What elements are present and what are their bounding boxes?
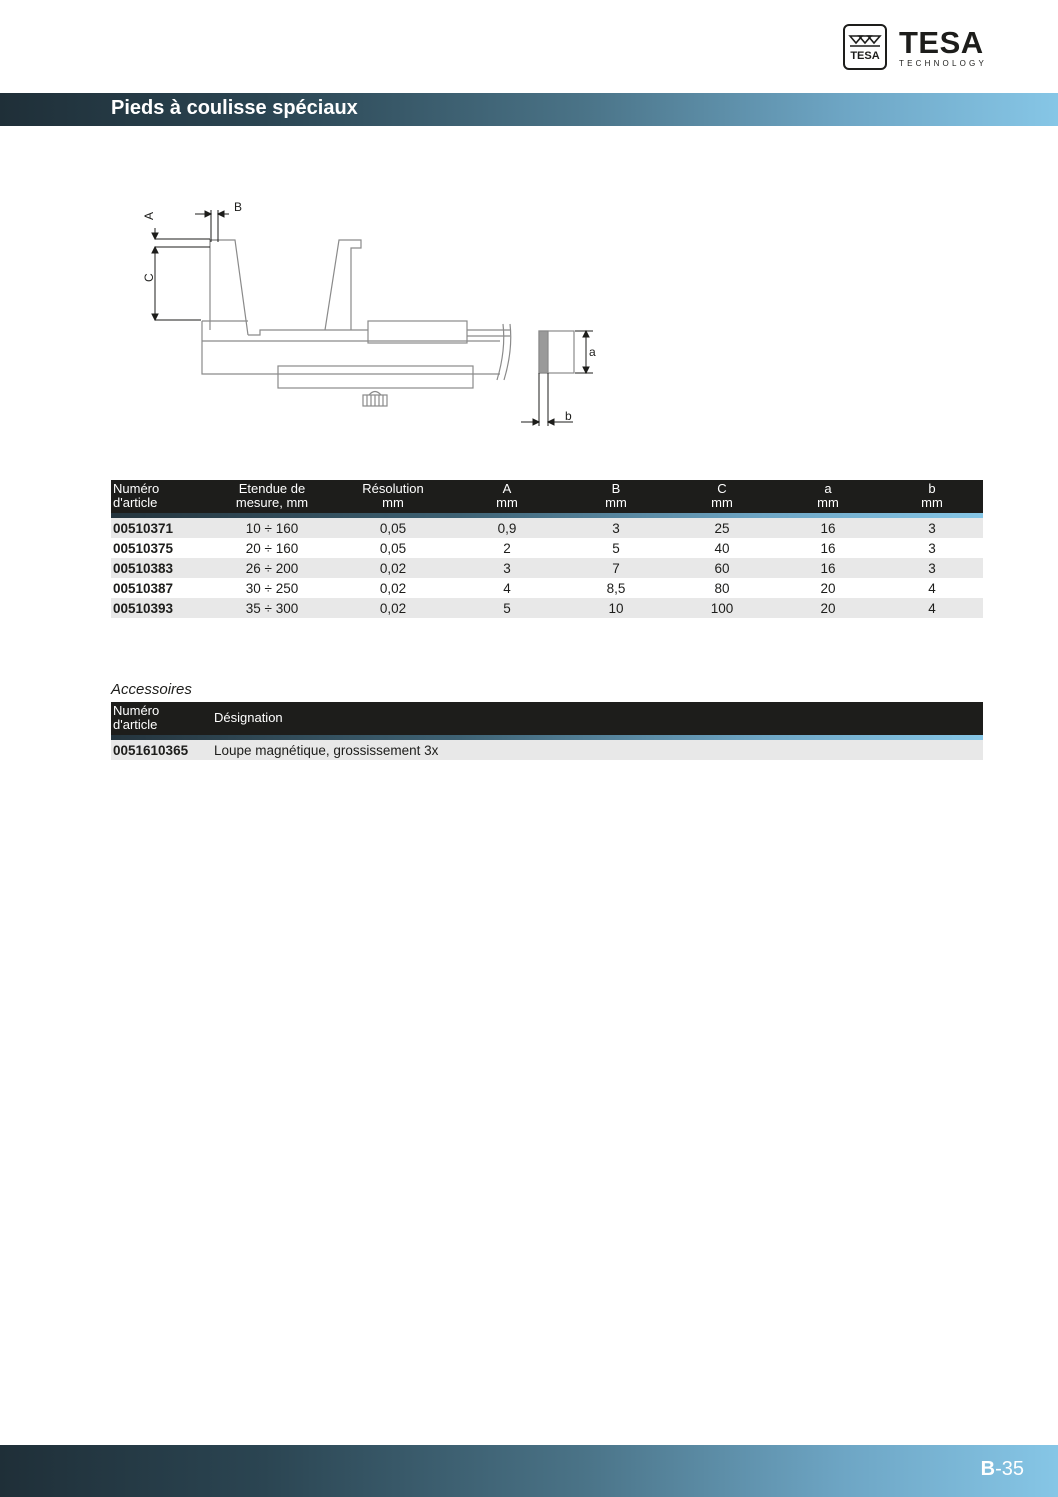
col-header-b: b mm bbox=[881, 480, 983, 513]
tesa-emblem-icon bbox=[843, 24, 887, 70]
spec-header-row bbox=[111, 480, 983, 513]
emblem-text: TESA bbox=[850, 50, 880, 62]
table-row: 00510393 35 ÷ 300 0,02 5 10 100 20 4 bbox=[111, 598, 983, 618]
spec-table bbox=[111, 480, 983, 618]
footer-band bbox=[0, 1445, 1058, 1497]
accessories-caption: Accessoires bbox=[111, 681, 192, 698]
accessories-header-row bbox=[111, 702, 983, 735]
diagram-label-B: B bbox=[234, 200, 243, 214]
col-header-B: B mm bbox=[563, 480, 669, 513]
table-row: 00510387 30 ÷ 250 0,02 4 8,5 80 20 4 bbox=[111, 578, 983, 598]
diagram-label-b: b bbox=[565, 409, 572, 423]
diagram-label-C: C bbox=[142, 273, 156, 282]
tesa-logo bbox=[843, 23, 987, 71]
table-row: 00510383 26 ÷ 200 0,02 3 7 60 16 3 bbox=[111, 558, 983, 578]
table-row: 00510371 10 ÷ 160 0,05 0,9 3 25 16 3 bbox=[111, 518, 983, 538]
caliper-diagram bbox=[125, 190, 615, 440]
brand-subtitle: TECHNOLOGY bbox=[899, 58, 988, 68]
accessories-table bbox=[111, 702, 983, 760]
col-header-article: Numéro d'article bbox=[111, 480, 209, 513]
col-header-range: Etendue de mesure, mm bbox=[209, 480, 335, 513]
table-row: 0051610365 Loupe magnétique, grossissement 3x bbox=[111, 740, 983, 760]
page-title: Pieds à coulisse spéciaux bbox=[111, 97, 358, 119]
diagram-label-a: a bbox=[589, 345, 596, 359]
diagram-label-A: A bbox=[142, 211, 156, 220]
col-header-article: Numéro d'article bbox=[111, 702, 211, 735]
title-band bbox=[0, 93, 1058, 126]
col-header-designation: Désignation bbox=[211, 702, 983, 735]
brand-name: TESA bbox=[899, 24, 984, 60]
col-header-C: C mm bbox=[669, 480, 775, 513]
col-header-resolution: Résolution mm bbox=[335, 480, 451, 513]
col-header-a: a mm bbox=[775, 480, 881, 513]
col-header-A: A mm bbox=[451, 480, 563, 513]
page-number: B-35 bbox=[980, 1458, 1024, 1480]
table-row: 00510375 20 ÷ 160 0,05 2 5 40 16 3 bbox=[111, 538, 983, 558]
